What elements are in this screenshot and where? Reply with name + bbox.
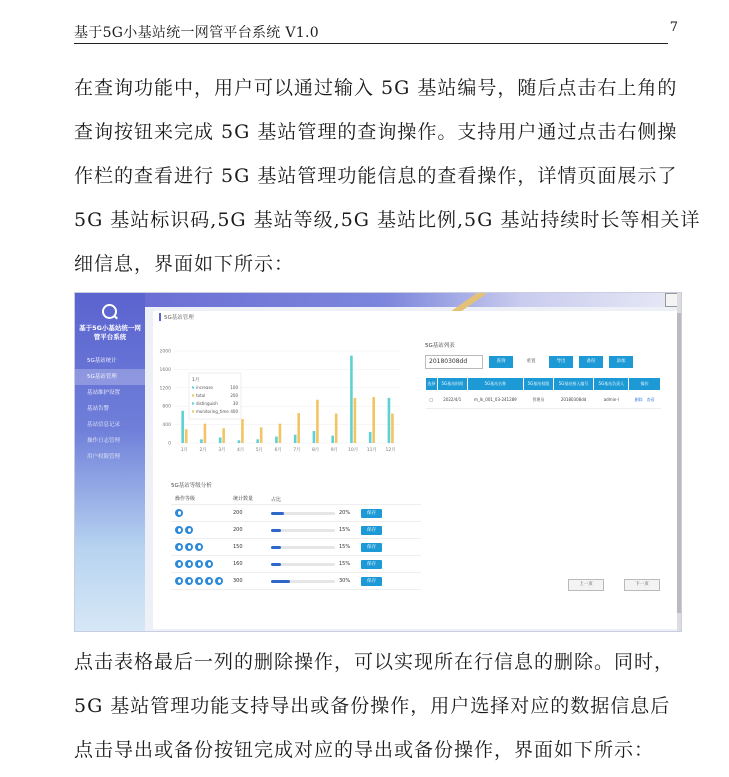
grade-percent	[271, 544, 361, 550]
export-button[interactable]: 导出	[549, 356, 573, 368]
percent-label: 15%	[339, 527, 351, 533]
grade-title: 5G基站等级分析	[171, 483, 212, 489]
delete-link[interactable]: 删除	[634, 396, 643, 402]
bar-increase	[275, 437, 278, 443]
bar-total	[241, 419, 244, 443]
doc-title: 基于5G小基站统一网管平台系统 V1.0	[74, 25, 319, 41]
grade-row	[171, 573, 421, 590]
tooltip-title: 1月	[192, 378, 200, 383]
search-logo-icon	[102, 304, 117, 319]
percent-label: 30%	[339, 578, 351, 584]
sidebar-item[interactable]: 基站告警	[87, 406, 110, 412]
paragraph-line: 在查询功能中，用户可以通过输入 5G 基站编号，随后点击右上角的	[74, 77, 678, 99]
paragraph-line: 点击表格最后一列的删除操作，可以实现所在行信息的删除。同时，	[74, 651, 675, 673]
bar-total	[354, 398, 357, 443]
percent-label: 20%	[339, 510, 351, 516]
x-tick-label: 2月	[199, 448, 207, 453]
percent-bar-fill	[271, 512, 284, 515]
tooltip-dot	[192, 402, 194, 404]
tooltip-item-value: 100	[230, 385, 238, 390]
y-tick-label: 1200	[159, 386, 171, 392]
bar-increase	[369, 432, 372, 443]
grade-row	[171, 556, 421, 573]
cell-code: 20180308dd	[553, 391, 593, 409]
grade-level	[171, 560, 233, 568]
table-header: 5G基站负责人	[594, 378, 629, 391]
drop-icon	[195, 560, 203, 568]
save-button[interactable]: 保存	[361, 509, 382, 518]
drop-icon	[195, 577, 203, 585]
drop-icon	[205, 560, 213, 568]
bar-total	[260, 427, 263, 443]
list-toolbar	[425, 355, 675, 369]
percent-label: 15%	[339, 561, 351, 567]
percent-bar	[271, 512, 335, 515]
paragraph-line: 5G 基站管理功能支持导出或备份操作，用户选择对应的数据信息后	[74, 695, 671, 717]
tooltip-item-name: distinguish	[196, 401, 218, 406]
grade-row	[171, 505, 421, 522]
paragraph-2	[74, 640, 686, 772]
tooltip-dot	[192, 386, 194, 388]
paragraph-line: 细信息，界面如下所示：	[74, 253, 295, 275]
drop-icon	[185, 560, 193, 568]
bar-increase	[256, 439, 259, 443]
x-tick-label: 9月	[330, 448, 339, 453]
bar-total	[372, 397, 375, 443]
drop-icon	[175, 526, 183, 534]
cell-time: 2022/4/1	[437, 391, 467, 409]
save-button[interactable]: 保存	[361, 526, 382, 535]
y-tick-label: 1600	[159, 367, 171, 373]
paragraph-1	[74, 66, 701, 286]
table-header: 5G基站时间	[437, 378, 467, 391]
x-tick-label: 4月	[236, 448, 245, 453]
tooltip-item-value: 400	[230, 409, 238, 414]
grade-count: 200	[233, 510, 243, 516]
drop-icon	[195, 543, 203, 551]
tooltip-dot	[192, 394, 194, 396]
grade-count: 150	[233, 544, 243, 550]
drop-icon	[215, 577, 223, 585]
percent-bar-fill	[271, 563, 281, 566]
bar-total	[297, 413, 300, 443]
table-row	[426, 391, 661, 409]
grade-rows	[171, 505, 421, 590]
bar-chart	[153, 341, 408, 471]
bar-increase	[181, 411, 184, 443]
sidebar-item[interactable]: 用户权限管理	[87, 454, 121, 460]
station-table	[425, 377, 661, 409]
bar-increase	[350, 356, 353, 443]
tooltip-item-name: monitoring_time	[196, 409, 229, 414]
paragraph-line: 查询按钮来完成 5G 基站管理的查询操作。支持用户通过点击右侧操	[74, 121, 678, 143]
table-header: 操作	[629, 378, 661, 391]
x-tick-label: 10月	[348, 448, 359, 453]
drop-icon	[185, 526, 193, 534]
bar-total	[391, 414, 394, 443]
grade-header-percent: 占比	[271, 497, 282, 503]
cell-owner: admin-l	[594, 391, 629, 409]
table-header: 5G基站接入编号	[553, 378, 593, 391]
percent-bar-fill	[271, 546, 281, 549]
grade-level	[171, 543, 233, 551]
cell-ops	[629, 391, 661, 409]
x-tick-label: 12月	[385, 448, 396, 453]
add-button[interactable]: 添加	[609, 356, 633, 368]
x-tick-label: 11月	[366, 448, 377, 453]
list-title: 5G基站列表	[425, 343, 455, 349]
grade-action	[361, 578, 401, 584]
sidebar-menu	[75, 353, 145, 465]
grade-count: 300	[233, 578, 243, 584]
bar-total	[185, 429, 188, 443]
y-tick-label: 400	[162, 423, 171, 429]
bar-total	[335, 414, 338, 443]
bar-increase	[388, 398, 391, 443]
bar-increase	[294, 435, 297, 443]
x-tick-label: 6月	[274, 448, 282, 453]
backup-button[interactable]: 备份	[579, 356, 603, 368]
save-button[interactable]: 保存	[361, 577, 382, 586]
x-tick-label: 5月	[255, 448, 264, 453]
breadcrumb: 5G基站管理	[159, 313, 194, 321]
save-button[interactable]: 保存	[361, 543, 382, 552]
query-button[interactable]: 查询	[489, 356, 513, 368]
bar-total	[316, 400, 319, 443]
drop-icon	[175, 560, 183, 568]
bar-increase	[331, 436, 334, 443]
grade-action	[361, 510, 401, 516]
x-tick-label: 7月	[293, 448, 301, 453]
grade-action	[361, 527, 401, 533]
page-number: 7	[669, 20, 678, 35]
grade-header-count: 统计数量	[233, 496, 254, 502]
tooltip-item-value: 200	[230, 393, 238, 398]
paragraph-line: 点击导出或备份按钮完成对应的导出或备份操作，界面如下所示：	[74, 739, 655, 761]
x-tick-label: 3月	[218, 448, 226, 453]
bar-increase	[200, 439, 203, 443]
prev-page-button[interactable]: 上一页	[568, 579, 604, 591]
percent-bar-fill	[271, 580, 290, 583]
bar-total	[222, 428, 225, 443]
scrollbar[interactable]	[677, 293, 681, 632]
grade-percent	[271, 578, 361, 584]
view-link[interactable]: 查看	[646, 396, 655, 402]
grade-count: 200	[233, 527, 243, 533]
bar-total	[279, 424, 282, 443]
table-header: 5G基站权限	[524, 378, 554, 391]
percent-bar-fill	[271, 529, 281, 532]
grade-analysis	[171, 481, 421, 590]
drop-icon	[175, 543, 183, 551]
bar-increase	[238, 440, 241, 443]
grade-count: 160	[233, 561, 243, 567]
grade-percent	[271, 527, 361, 533]
table-header: 5G基站名称	[467, 378, 523, 391]
grade-action	[361, 561, 401, 567]
reset-button[interactable]: 重置	[519, 356, 543, 368]
y-tick-label: 800	[162, 404, 171, 410]
tooltip-item-name: increase	[196, 385, 213, 390]
bar-total	[204, 424, 207, 443]
grade-action	[361, 544, 401, 550]
grade-level	[171, 577, 233, 585]
bar-increase	[219, 437, 222, 443]
y-tick-label: 2000	[159, 349, 171, 355]
paragraph-line: 作栏的查看进行 5G 基站管理功能信息的查看操作，详情页面展示了	[74, 165, 678, 187]
tooltip-item-name: total	[196, 393, 206, 398]
grade-row	[171, 539, 421, 556]
tooltip-dot	[192, 410, 194, 412]
grade-percent	[271, 510, 361, 516]
tooltip-item-value: 30	[232, 401, 238, 406]
percent-bar	[271, 546, 335, 549]
pager	[568, 579, 660, 591]
sidebar	[75, 293, 145, 632]
cell-permission: 管理员	[524, 391, 554, 409]
chart-svg	[153, 341, 408, 471]
paragraph-line: 5G 基站标识码,5G 基站等级,5G 基站比例,5G 基站持续时长等相关详	[74, 209, 701, 231]
drop-icon	[185, 543, 193, 551]
table-header-row	[426, 378, 661, 391]
drop-icon	[175, 577, 183, 585]
system-title: 基于5G小基站统一网管平台系统	[79, 324, 141, 341]
grade-level	[171, 526, 233, 534]
sidebar-item-active[interactable]: 5G基站管理	[75, 369, 145, 385]
sidebar-item[interactable]: 基站信息记录	[87, 422, 121, 428]
grade-percent	[271, 561, 361, 567]
sidebar-item[interactable]: 操作日志管理	[87, 438, 121, 444]
y-tick-label: 0	[168, 441, 171, 447]
percent-bar	[271, 563, 335, 566]
percent-bar	[271, 580, 335, 583]
drop-icon	[185, 577, 193, 585]
next-page-button[interactable]: 下一页	[624, 579, 660, 591]
grade-header-level: 操作等级	[175, 496, 196, 502]
station-list-panel	[425, 341, 675, 587]
grade-row	[171, 522, 421, 539]
cell-name: m_lk_001_03-241289	[467, 391, 523, 409]
ui-screenshot	[74, 292, 682, 632]
top-decoration	[145, 293, 682, 307]
page-header	[74, 18, 678, 44]
x-tick-label: 8月	[311, 448, 320, 453]
main-panel	[153, 311, 679, 629]
sidebar-item[interactable]: 5G基站统计	[87, 358, 117, 364]
grade-level	[171, 509, 233, 517]
table-header: 选择	[426, 378, 438, 391]
sidebar-item[interactable]: 基站维护设置	[87, 390, 121, 396]
bar-increase	[313, 431, 316, 443]
search-input[interactable]: 20180308dd	[425, 355, 483, 369]
row-checkbox[interactable]: □	[426, 391, 438, 409]
x-tick-label: 1月	[180, 448, 189, 453]
percent-bar	[271, 529, 335, 532]
percent-label: 15%	[339, 544, 351, 550]
drop-icon	[205, 577, 213, 585]
drop-icon	[175, 509, 183, 517]
grade-header	[171, 495, 421, 505]
save-button[interactable]: 保存	[361, 560, 382, 569]
